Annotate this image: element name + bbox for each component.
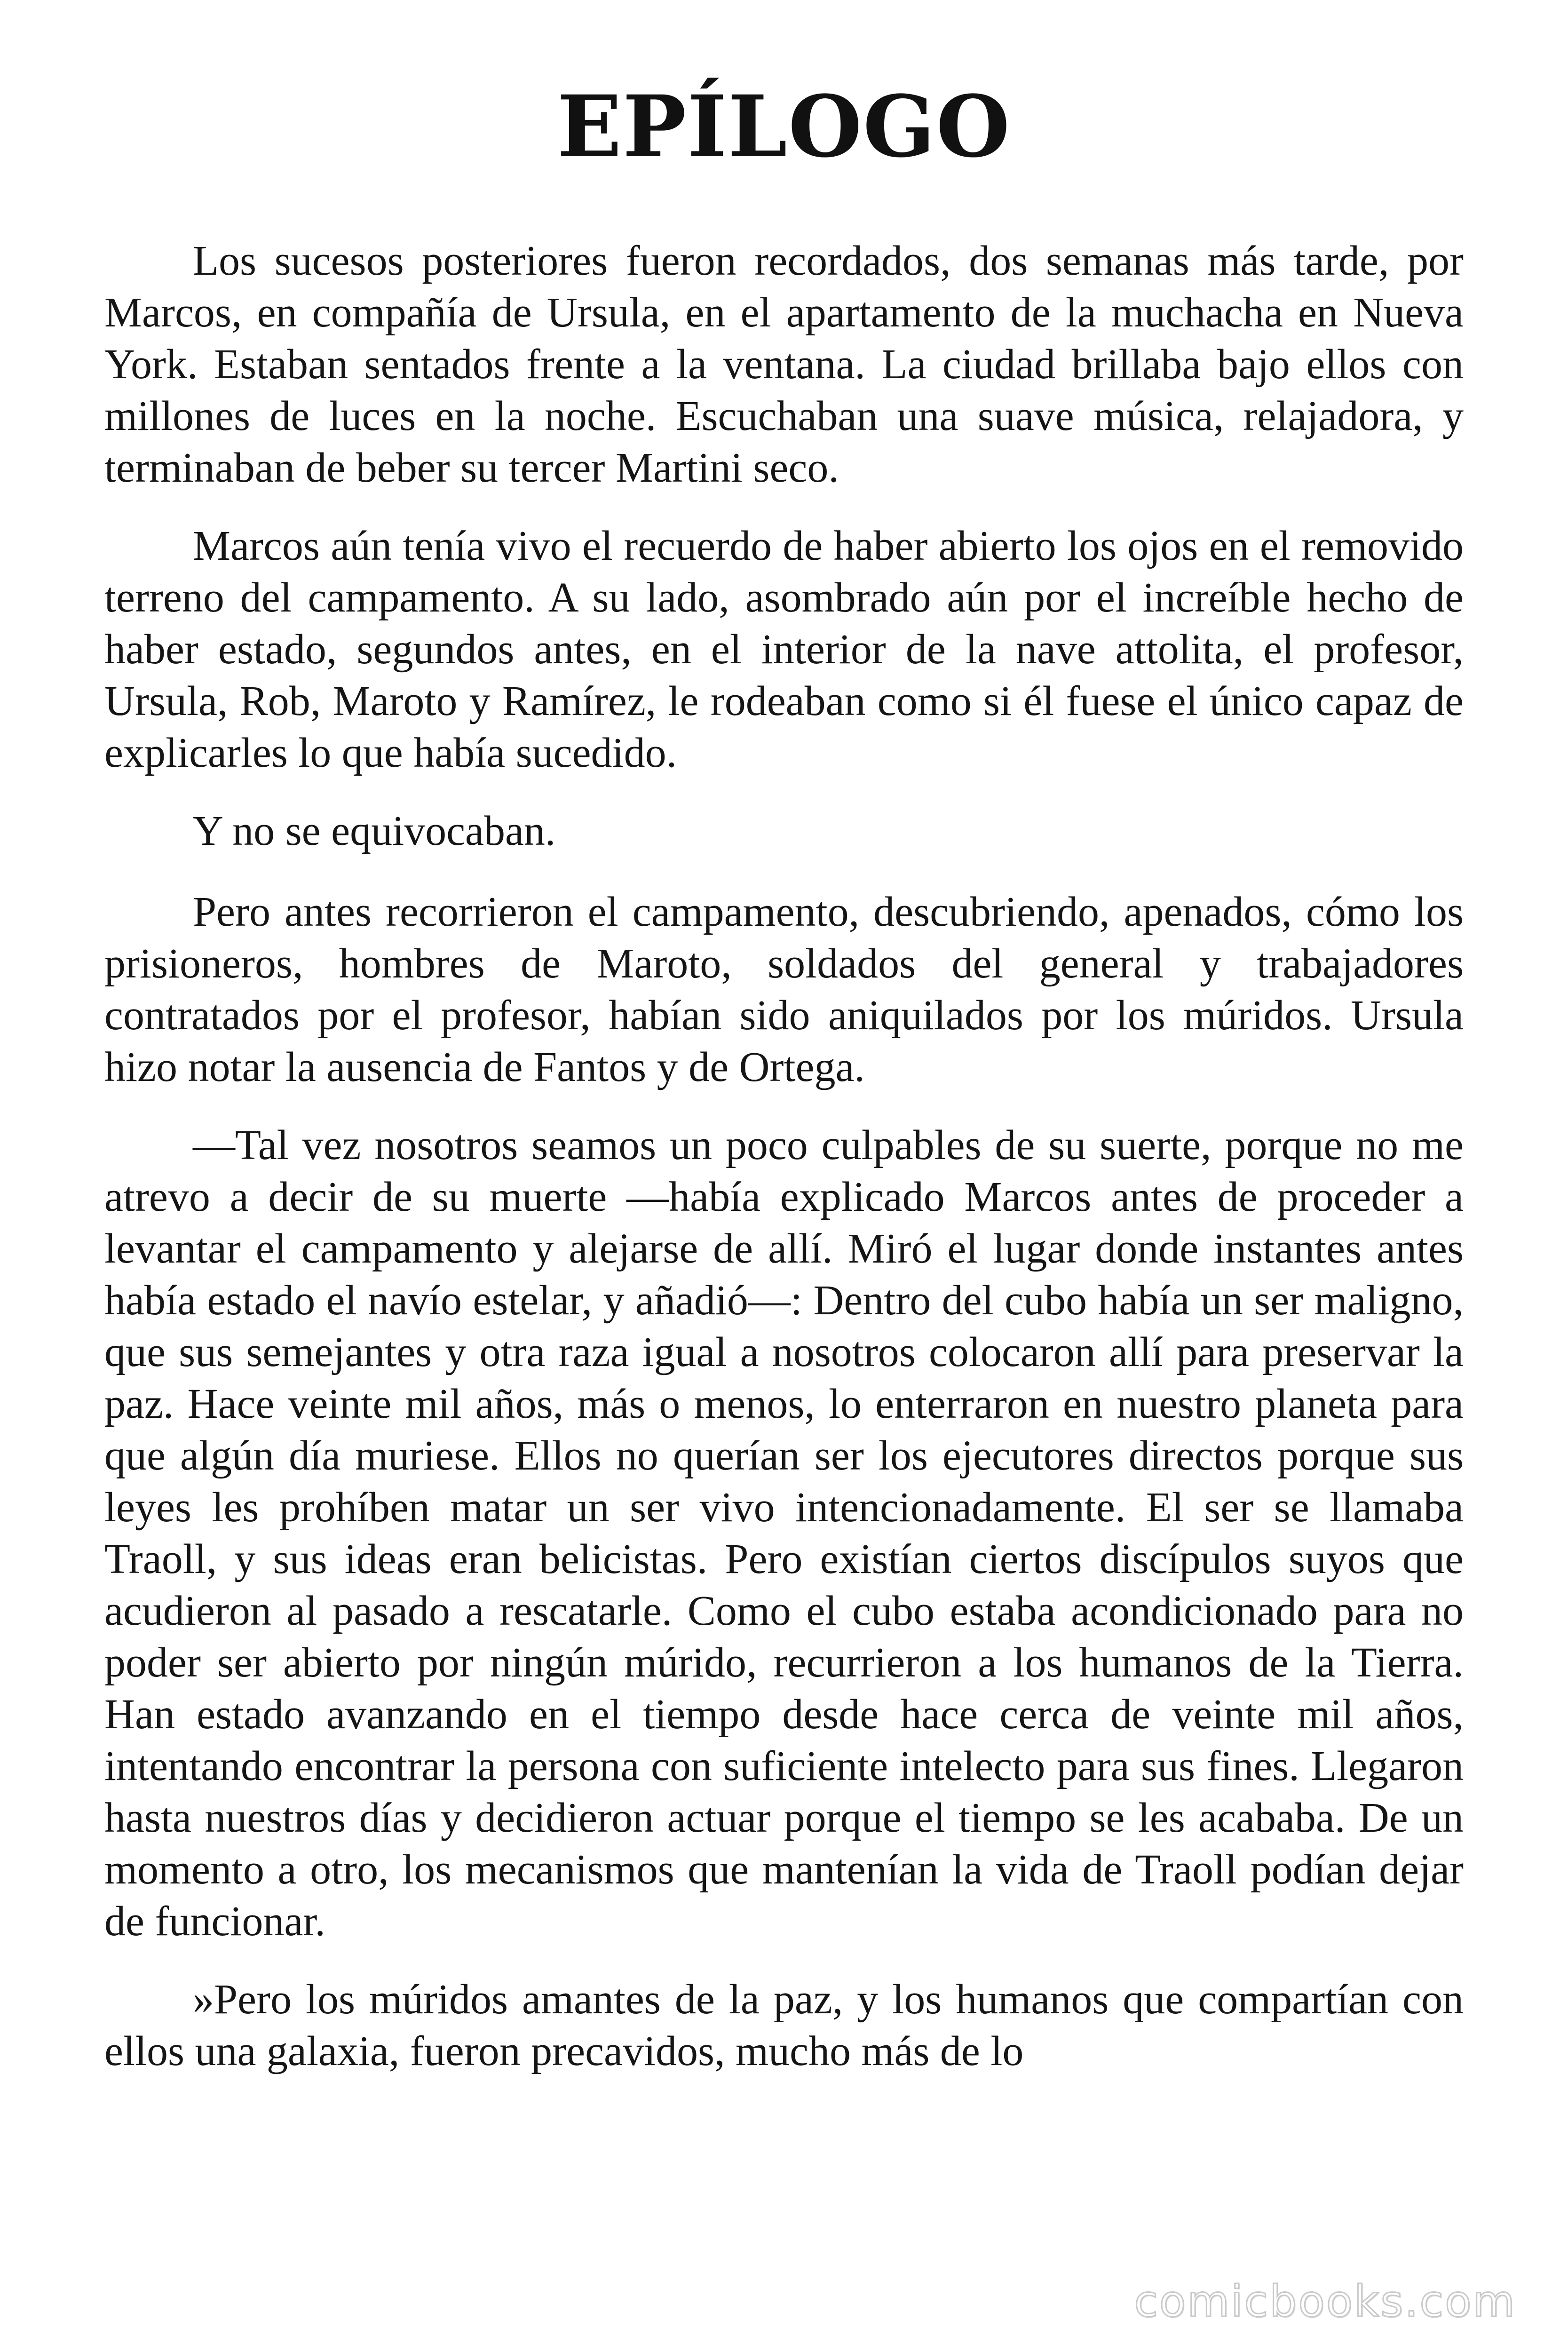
paragraph-5: —Tal vez nosotros seamos un poco culpables de su suerte, porque no me atrevo a decir de su muerte —había explicado Marcos antes de proceder a levantar el campamento y alejarse de allí. Miró el lugar donde instantes antes había estado el navío estelar, y añadió—: Dentro del cubo había un ser maligno, que sus semejantes y otra raza igual a nosotros colocaron allí para preservar la paz. Hace veinte mil años, más o menos, lo enterraron en nuestro planeta para que algún día muriese. Ellos no querían ser los ejecutores directos porque sus leyes les prohíben matar un ser vivo intencionadamente. El ser se llamaba Traoll, y sus ideas eran belicistas. Pero existían ciertos discípulos suyos que acudieron al pasado a rescatarle. Como el cubo estaba acondicionado para no poder ser abierto por ningún múrido, recurrieron a los humanos de la Tierra. Han estado avanzando en el tiempo desde hace cerca de veinte mil años, intentando encontrar la persona con suficiente intelecto para sus fines. Llegaron hasta nuestros días y decidieron actuar porque el tiempo se les acababa. De un momento a otro, los mecanismos que mantenían la vida de Traoll podían dejar de funcionar. (104, 1122, 1464, 1945)
paragraph-2: Marcos aún tenía vivo el recuerdo de haber abierto los ojos en el removido terreno del campamento. A su lado, asombrado aún por el increíble hecho de haber estado, segundos antes, en el interior de la nave attolita, el profesor, Ursula, Rob, Maroto y Ramírez, le rodeaban como si él fuese el único capaz de explicarles lo que había sucedido. (104, 523, 1464, 776)
watermark-text: comicbooks.com (1134, 2276, 1516, 2327)
paragraph-3: Y no se equivocaban. (193, 808, 556, 854)
paragraph-4: Pero antes recorrieron el campamento, descubriendo, apenados, cómo los prisioneros, hombres de Maroto, soldados del general y trabajadores contratados por el profesor, habían sido aniquilados por los múridos. Ursula hizo notar la ausencia de Fantos y de Ortega. (104, 889, 1464, 1090)
chapter-title: EPÍLOGO (557, 77, 1011, 176)
paragraph-1: Los sucesos posteriores fueron recordados, dos semanas más tarde, por Marcos, en compañía de Ursula, en el apartamento de la muchacha en Nueva York. Estaban sentados frente a la ventana. La ciudad brillaba bajo ellos con millones de luces en la noche. Escuchaban una suave música, relajadora, y terminaban de beber su tercer Martini seco. (104, 238, 1464, 491)
paragraph-6: »Pero los múridos amantes de la paz, y los humanos que compartían con ellos una galaxia, fueron precavidos, mucho más de lo (104, 1976, 1464, 2074)
text-body (104, 235, 1464, 2104)
